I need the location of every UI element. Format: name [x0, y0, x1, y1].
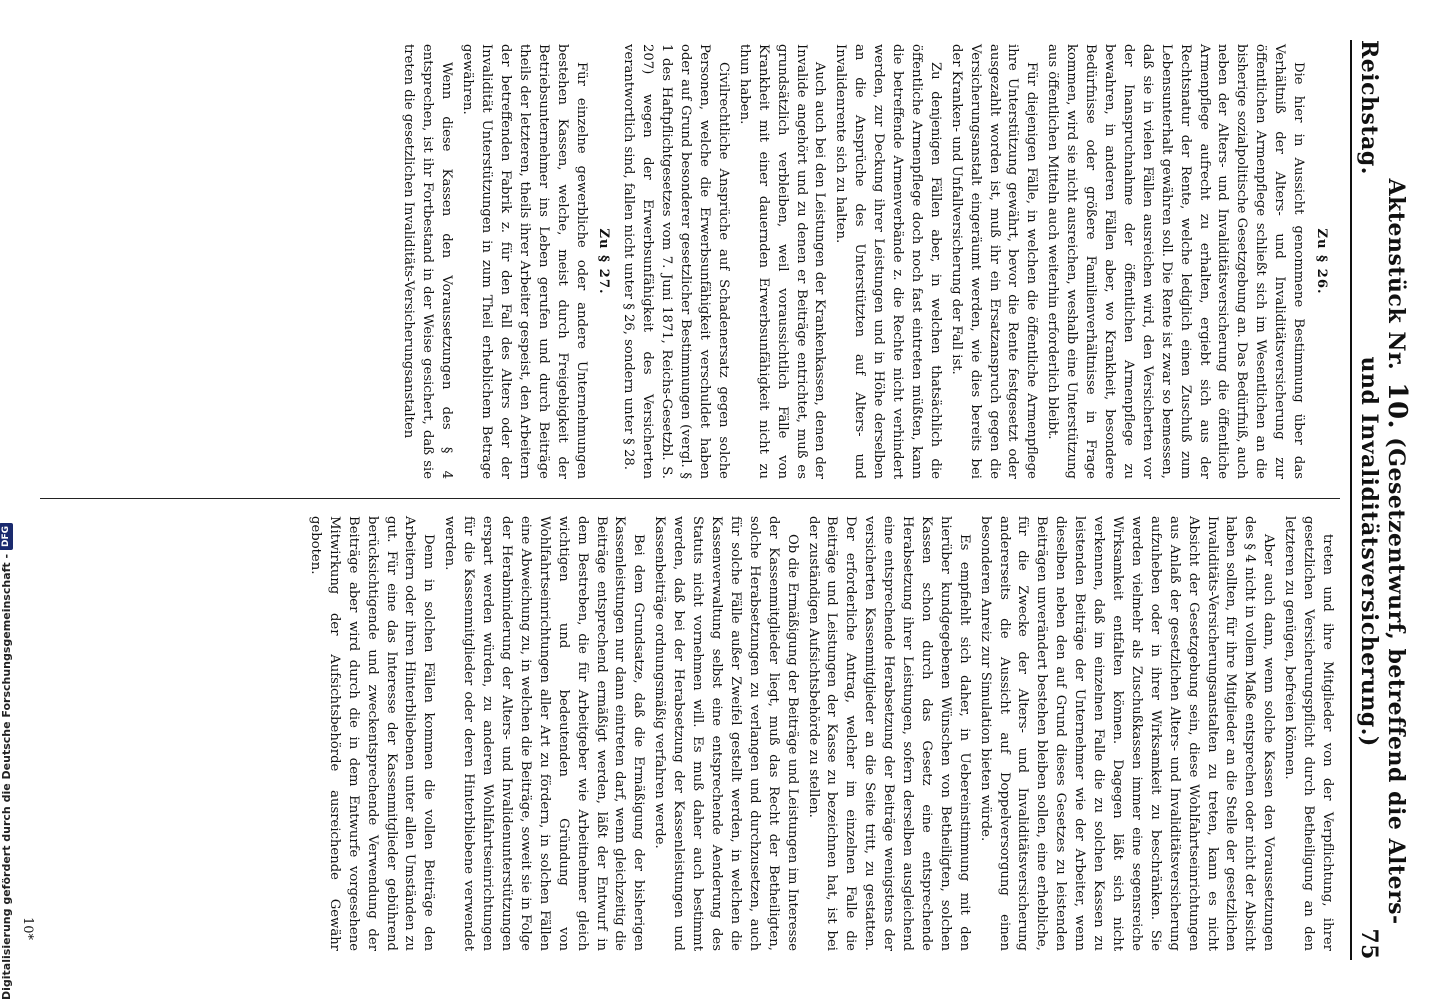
paragraph: Denn in solchen Fällen kommen die vollen Beiträge den Arbeitern oder ihren Hinterbliebenen unter allen Umständen zu gut. Für eine das Interesse der Kassenmitglieder gebührend berücksichtigende und zweckentsprechende Verwendung der Beiträge aber wird durch die in dem Entwurfe vorgesehene Mitwirkung der Aufsichtsbehörde ausreichende Gewähr geboten. [307, 516, 437, 951]
paragraph: Zu denjenigen Fällen aber, in welchen thatsächlich die öffentliche Armenpflege doch noch fast eintreten müßten, kann die betreffende Armenverbände z. die Rechte nicht verhindert werden, zur Deckung ihrer Leistungen und in Höhe derselben an die Ansprüche des Unterstützten auf Alters- und Invalidenrente sich zu halten. [833, 44, 943, 479]
digitization-text: Digitalisierung gefördert durch die Deutsche Forschungsgemeinschaft - [0, 553, 13, 1000]
header-title [1356, 175, 1412, 929]
left-column [397, 44, 1337, 479]
header-prefix: Aktenstück Nr. [1383, 178, 1409, 371]
paragraph: Wenn diese Kassen den Voraussetzungen des § 4 entsprechen, ist ihr Fortbestand in der Weise gesichert, daß sie treten die gesetzlichen Invaliditäts-Versicherungsanstalten [401, 44, 455, 479]
dfg-logo-icon: DFG [0, 523, 13, 550]
paragraph: Auch auch bei den Leistungen der Krankenkassen, denen der Invalide angehört und zu denen er Beiträge entrichtet, muß es grundsätzlich verbleiben, weil voraussichtlich Fälle von Krankheit mit einer dauernden Erwerbsunfähigkeit nicht zu thun haben. [736, 44, 828, 479]
paragraph: Bei dem Grundsatze, daß die Ermäßigung der bisherigen Kassenleistungen nur dann eintreten darf, wenn gleichzeitig die Beiträge entsprechend ermäßigt werden, läßt der Entwurf in dem Bestreben, die für Arbeitgeber wie Arbeitnehmer gleich wichtigen und bedeutenden Gründung von Wohlfahrtseinrichtungen aller Art zu fördern, in solchen Fällen eine Abweichung zu, in welchen die Beiträge, soweit sie in Folge der Herabminderung der Alters- und Invalidenunterstützungen erspart werden würden, zu anderen Wohlfahrtseinrichtungen für die Kassenmitglieder oder deren Hinterbliebene verwendet werden. [442, 516, 647, 951]
paragraph: Civilrechtliche Ansprüche auf Schadenersatz gegen solche Personen, welche die Erwerbsunfähigkeit verschuldet haben oder auf Grund besonderer gesetzlicher Bestimmungen (vergl. § 1 des Haftpflichtgesetzes vom 7. Juni 1871, Reichs-Gesetzbl. S. 207) wegen der Erwerbsunfähigkeit des Versicherten verantwortlich sind, fallen nicht unter § 26, sondern unter § 28. [621, 44, 731, 479]
digitization-note [0, 525, 14, 1000]
paragraph: Die hier in Aussicht genommene Bestimmung über das Verhältniß der Alters- und Invaliditätsversicherung zur öffentlichen Armenpflege schließt sich im Wesentlichen an die bisherige sozialpolitische Gesetzgebung an. Das Bedürfniß, auch neben der Alters- und Invaliditätsversicherung die öffentliche Armenpflege aufrecht zu erhalten, ergiebt sich aus der Rechtsnatur der Rente, welche lediglich einen Zuschuß zum Lebensunterhalt gewähren soll. Die Rente ist zwar so bemessen, daß sie in vielen Fällen ausreichen wird, den Versicherten vor der Inanspruchnahme der öffentlichen Armenpflege zu bewahren, in anderen Fällen aber, wo Krankheit, besondere Bedürfnisse oder größere Familienverhältnisse in Frage kommen, wird sie nicht ausreichen, weshalb eine Unterstützung aus öffentlichen Mitteln auch weiterhin erforderlich bleibt. [1045, 44, 1307, 479]
section-26-heading: Zu § 26. [1314, 228, 1329, 295]
signature-mark: 10* [20, 916, 35, 940]
paragraph: treten und ihre Mitglieder von der Verpflichtung, ihrer gesetzlichen Versicherungspflicht durch Betheiligung an den letzteren zu genügen, befreien können. [1282, 516, 1335, 951]
paragraph: Ob die Ermäßigung der Beiträge und Leistungen im Interesse der Kassenmitglieder liegt, muß das Recht der Betheiligten, solche Herabsetzungen zu verlangen und durchzusetzen, auch für solche Fälle außer Zweifel gestellt werden, in welchen die Kassenverwaltung selbst eine entsprechende Aenderung des Statuts nicht vornehmen will. Es muß daher auch bestimmt werden, daß bei der Herabsetzung der Kassenleistungen und Kassenbeiträge ordnungsmäßig verfahren werde. [652, 516, 800, 951]
paragraph: Es empfiehlt sich daher, in Uebereinstimmung mit den hierüber kundgegebenen Wünschen von Betheiligten, solchen Kassen schon durch das Gesetz eine entsprechende Herabsetzung ihrer Leistungen, sofern derselben ausgleichend eine entsprechende Herabsetzung der Beiträge wenigstens der versicherten Kassenmitglieder an die Seite tritt, zu gestatten. Der erforderliche Antrag, welcher im einzelnen Falle die Beiträge und Leistungen der Kasse zu bezeichnen hat, ist bei der zuständigen Aufsichtsbehörde zu stellen. [805, 516, 972, 951]
page-number: 75 [1356, 928, 1382, 960]
page-header [1356, 40, 1412, 960]
header-left: Reichstag. [1356, 40, 1382, 175]
header-suffix: (Gesetzentwurf, betreffend die Alters- und Invaliditätsversicherung.) [1356, 356, 1409, 925]
paragraph: Für einzelne gewerbliche oder andere Unternehmungen bestehen Kassen, welche, meist durch Freigebigkeit der Betriebsunternehmer ins Leben gerufen und durch Beiträge theils der letzteren, theils ihrer Arbeiter gespeist, den Arbeitern der betreffenden Fabrik z. für den Fall des Alters oder der Invalidität Unterstützungen in zum Theil erheblichem Betrage gewähren. [460, 44, 589, 479]
section-27-heading: Zu § 27. [596, 228, 612, 295]
column-divider [40, 498, 1340, 499]
right-column [303, 516, 1336, 951]
paragraph: Aber auch dann, wenn solche Kassen den Voraussetzungen des § 4 nicht in vollem Maße entsprechen oder nicht der Absicht haben sollten, für ihre Mitglieder an die Stelle der gesetzlichen Invaliditäts-Versicherungsanstalten zu treten, kann es nicht Absicht der Gesetzgebung sein, diese Wohlfahrtseinrichtungen aus Anlaß der gesetzlichen Alters- und Invaliditätsversicherung aufzuheben oder in ihrer Wirksamkeit zu beschränken. Sie werden vielmehr als Zuschußkassen immer eine segensreiche Wirksamkeit entfalten können. Dagegen läßt sich nicht verkennen, daß im einzelnen Falle die zu solchen Kassen zu leistenden Beiträge der Unternehmer wie der Arbeiter, wenn dieselben neben den auf Grund dieses Gesetzes zu leistenden Beiträgen unverändert bestehen bleiben sollen, eine erhebliche, für die Zwecke der Alters- und Invaliditätsversicherung andererseits die Aussicht auf Doppelversorgung einen besonderen Anreiz zur Simulation bieten würde. [977, 516, 1277, 951]
paragraph: Für diejenigen Fälle, in welchen die öffentliche Armenpflege ihre Unterstützung gewährt, bevor die Rente festgesetzt oder ausgezahlt worden ist, muß ihr ein Ersatzanspruch gegen die Versicherungsanstalt eingeräumt werden, wie dies bereits bei der Kranken- und Unfallversicherung der Fall ist. [948, 44, 1040, 479]
document-number: 10. [1382, 382, 1412, 430]
header-rule [1350, 40, 1352, 960]
